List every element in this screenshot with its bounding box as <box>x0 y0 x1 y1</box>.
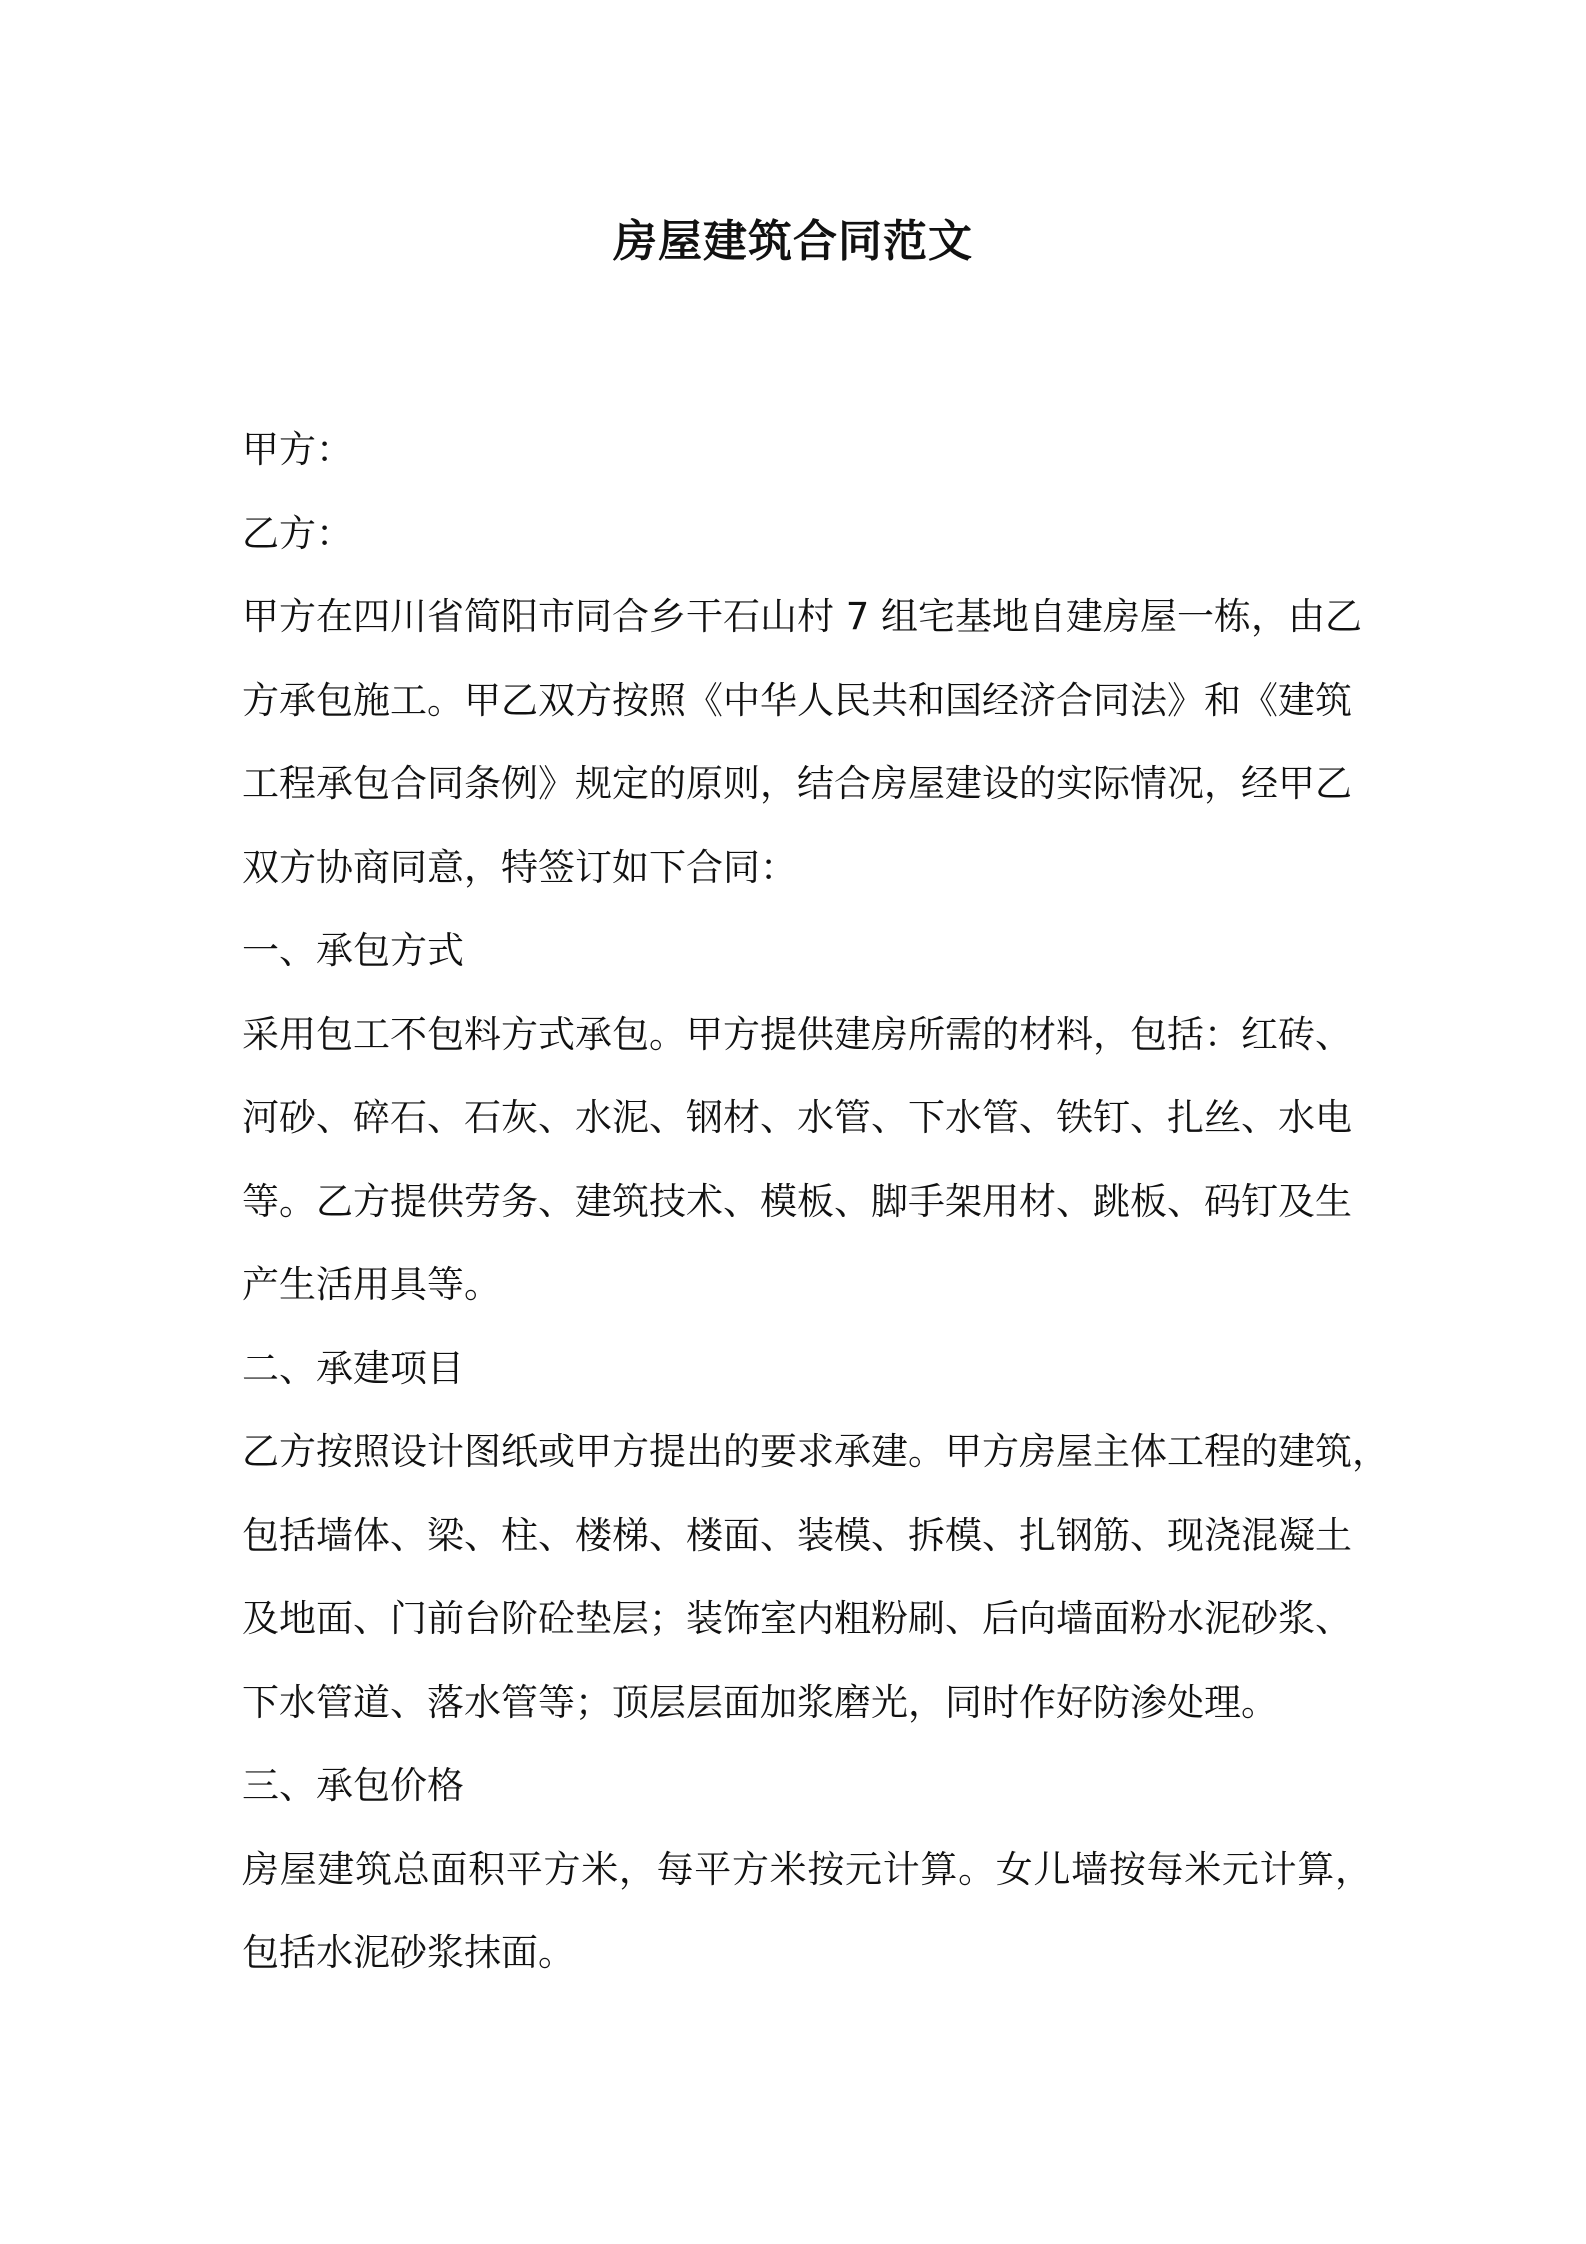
document-body <box>242 408 1389 1995</box>
paragraph-line: 工程承包合同条例》规定的原则，结合房屋建设的实际情况，经甲乙 <box>242 762 1352 805</box>
paragraph-line: 乙方按照设计图纸或甲方提出的要求承建。甲方房屋主体工程的建筑， <box>242 1430 1389 1473</box>
party-a-line: 甲方： <box>242 428 353 471</box>
document-title: 房屋建筑合同范文 <box>613 216 973 267</box>
paragraph-line: 等。乙方提供劳务、建筑技术、模板、脚手架用材、跳板、码钉及生 <box>242 1179 1352 1223</box>
party-b-line: 乙方： <box>242 511 353 555</box>
paragraph-line: 包括水泥砂浆抹面。 <box>242 1931 575 1974</box>
paragraph-line: 及地面、门前台阶砼垫层；装饰室内粗粉刷、后向墙面粉水泥砂浆、 <box>242 1597 1352 1640</box>
section-heading: 一、承包方式 <box>242 929 464 972</box>
paragraph-line: 采用包工不包料方式承包。甲方提供建房所需的材料，包括：红砖、 <box>242 1012 1352 1056</box>
paragraph-line: 下水管道、落水管等；顶层层面加浆磨光，同时作好防渗处理。 <box>242 1680 1278 1724</box>
paragraph-line: 包括墙体、梁、柱、楼梯、楼面、装模、拆模、扎钢筋、现浇混凝土 <box>242 1513 1352 1557</box>
paragraph-line: 河砂、碎石、石灰、水泥、钢材、水管、下水管、铁钉、扎丝、水电 <box>242 1096 1352 1139</box>
paragraph-line: 方承包施工。甲乙双方按照《中华人民共和国经济合同法》和《建筑 <box>242 678 1352 722</box>
section-heading: 三、承包价格 <box>242 1764 464 1807</box>
paragraph-line: 双方协商同意，特签订如下合同： <box>242 845 797 889</box>
section-heading: 二、承建项目 <box>242 1346 464 1390</box>
paragraph-line: 甲方在四川省简阳市同合乡干石山村 7 组宅基地自建房屋一栋，由乙 <box>242 595 1363 638</box>
paragraph-line: 房屋建筑总面积平方米，每平方米按元计算。女儿墙按每米元计算， <box>242 1847 1372 1891</box>
paragraph-line: 产生活用具等。 <box>242 1263 501 1306</box>
